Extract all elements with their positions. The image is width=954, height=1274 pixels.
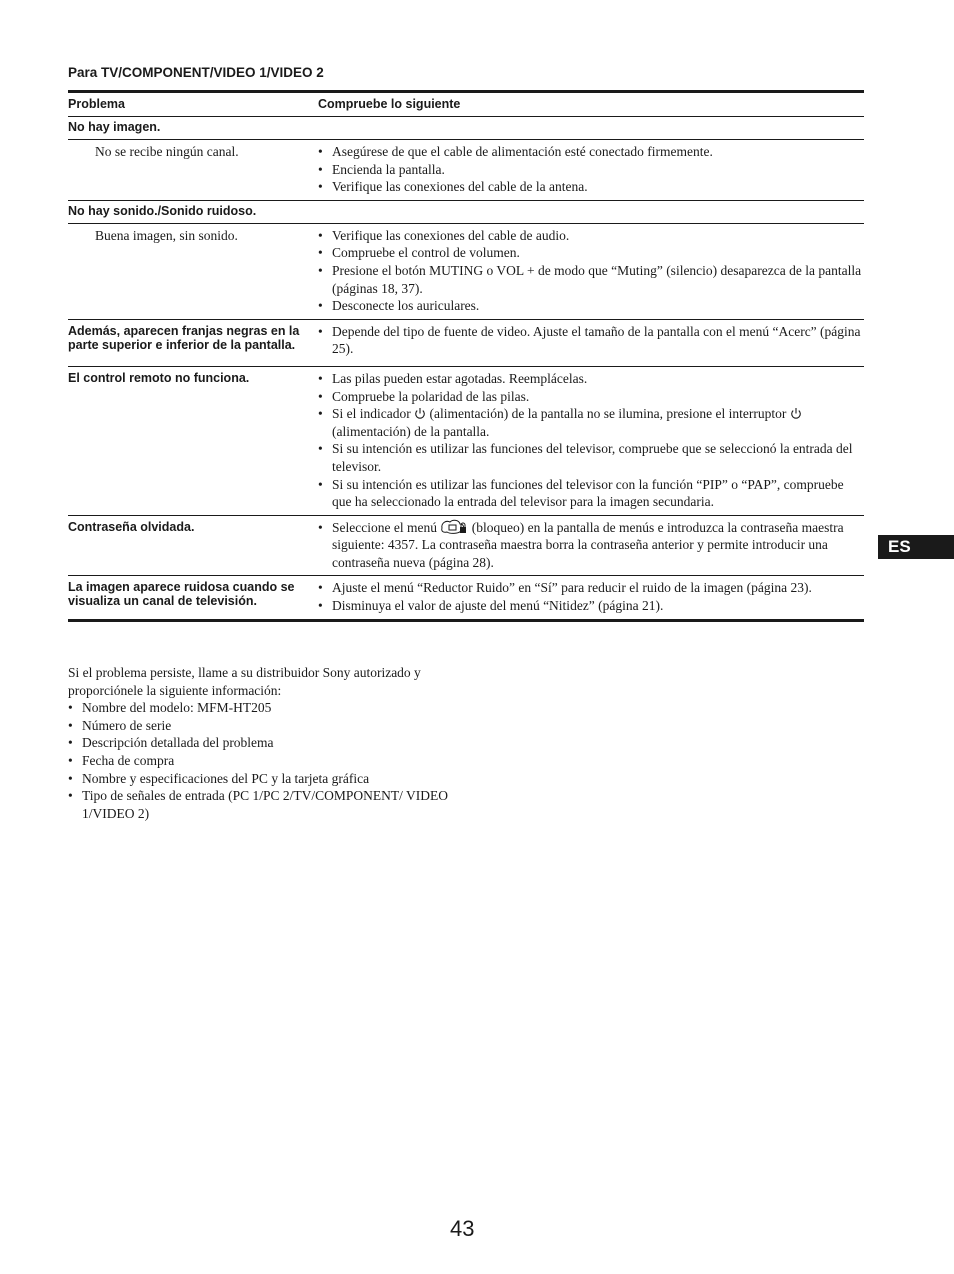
contact-list — [68, 699, 468, 822]
list-item: • Asegúrese de que el cable de alimentación esté conectado firmemente. — [318, 143, 864, 161]
sub-problem: Buena imagen, sin sonido. — [95, 227, 238, 243]
power-icon — [790, 407, 802, 420]
list-item: • Depende del tipo de fuente de video. Ajuste el tamaño de la pantalla con el menú “Acerc” (página 25). — [318, 323, 864, 358]
list-item: • Disminuya el valor de ajuste del menú “Nitidez” (página 21). — [318, 597, 864, 615]
list-item: • Verifique las conexiones del cable de la antena. — [318, 178, 864, 196]
table-row — [68, 576, 864, 618]
list-item: • Compruebe el control de volumen. — [318, 244, 864, 262]
check-list — [318, 519, 864, 572]
section-title: Para TV/COMPONENT/VIDEO 1/VIDEO 2 — [68, 65, 324, 80]
problem-label: No hay sonido./Sonido ruidoso. — [68, 203, 257, 218]
table-bottom-rule — [68, 619, 864, 622]
list-item: • Número de serie — [68, 717, 468, 735]
check-list — [318, 370, 864, 511]
power-icon — [414, 407, 426, 420]
header-problema: Problema — [68, 97, 125, 111]
page-number: 43 — [450, 1216, 475, 1241]
problem-label: La imagen aparece ruidosa cuando se visualiza un canal de televisión. — [68, 580, 295, 609]
list-item: • Las pilas pueden estar agotadas. Reemplácelas. — [318, 370, 864, 388]
list-item: • Compruebe la polaridad de las pilas. — [318, 388, 864, 406]
problem-label: El control remoto no funciona. — [68, 370, 250, 385]
lock-menu-icon — [440, 519, 468, 535]
table-row — [68, 320, 864, 366]
table-header-row — [68, 93, 864, 116]
list-item: • Nombre del modelo: MFM-HT205 — [68, 699, 468, 717]
list-item: • Encienda la pantalla. — [318, 161, 864, 179]
contact-intro: Si el problema persiste, llame a su distribuidor Sony autorizado y proporciónele la siguiente información: — [68, 665, 421, 698]
header-compruebe: Compruebe lo siguiente — [318, 97, 461, 111]
list-item: • Descripción detallada del problema — [68, 734, 468, 752]
problem-row — [68, 201, 864, 223]
bullet-text: (alimentación) de la pantalla. — [332, 423, 490, 439]
problem-label: Además, aparecen franjas negras en la parte superior e inferior de la pantalla. — [68, 323, 300, 352]
bullet-text: Si el indicador — [332, 406, 411, 422]
list-item: • Nombre y especificaciones del PC y la tarjeta gráfica — [68, 770, 468, 788]
problem-label: Contraseña olvidada. — [68, 519, 195, 534]
contact-info — [68, 664, 468, 822]
check-list — [318, 323, 864, 358]
list-item: • Verifique las conexiones del cable de audio. — [318, 227, 864, 245]
bullet-text: (alimentación) de la pantalla no se ilumina, presione el interruptor — [429, 406, 787, 422]
check-list — [318, 579, 864, 614]
list-item: • Tipo de señales de entrada (PC 1/PC 2/TV/COMPONENT/ VIDEO 1/VIDEO 2) — [68, 787, 468, 822]
list-item: • Ajuste el menú “Reductor Ruido” en “Sí” para reducir el ruido de la imagen (página 23). — [318, 579, 864, 597]
list-item: • Si su intención es utilizar las funciones del televisor, compruebe que se seleccionó la entrada del televisor. — [318, 440, 864, 475]
problem-label: No hay imagen. — [68, 120, 161, 134]
troubleshooting-table — [68, 90, 864, 622]
sub-problem: No se recibe ningún canal. — [95, 144, 239, 159]
check-list — [318, 143, 864, 196]
table-row — [68, 140, 864, 200]
list-item: • Si su intención es utilizar las funciones del televisor con la función “PIP” o “PAP”, compruebe que ha seleccionado la entrada del televisor para la imagen secundaria. — [318, 476, 864, 511]
bullet-text: Seleccione el menú — [332, 519, 437, 535]
bullet-text: (bloqueo) en la pantalla de menús e introduzca la contraseña maestra siguiente: 4357. La contraseña maestra borra la contraseña anterior y permite introducir una contraseña nueva (página 28). — [332, 519, 844, 570]
table-row — [68, 516, 864, 576]
problem-row — [68, 117, 864, 139]
table-row — [68, 224, 864, 319]
list-item — [318, 405, 864, 440]
list-item: • Fecha de compra — [68, 752, 468, 770]
list-item: • Presione el botón MUTING o VOL + de modo que “Muting” (silencio) desaparezca de la pantalla (páginas 18, 37). — [318, 262, 864, 297]
check-list — [318, 227, 864, 315]
list-item — [318, 519, 864, 572]
table-row — [68, 367, 864, 515]
language-tab: ES — [878, 535, 954, 559]
list-item: • Desconecte los auriculares. — [318, 297, 864, 315]
